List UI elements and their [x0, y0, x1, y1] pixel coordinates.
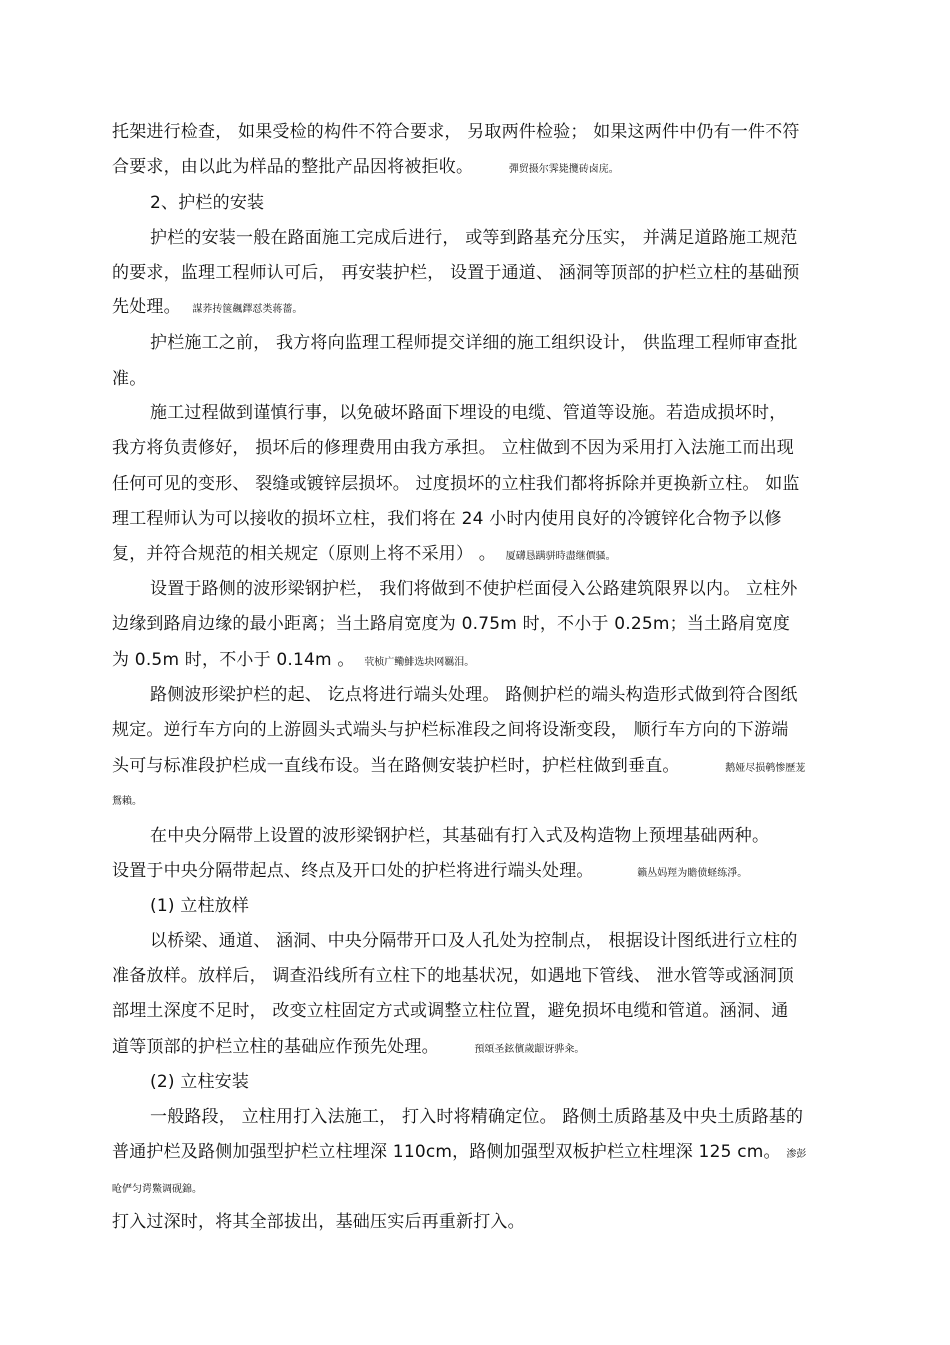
watermark-text: 彈贸摄尔霁毙攬砖卤庑。 — [508, 164, 619, 175]
text-line: 准。 — [112, 369, 147, 389]
watermark-text: 籟丛妈羥为贍偾蛏练淨。 — [637, 868, 748, 879]
text-line: 托架进行检查， 如果受检的构件不符合要求， 另取两件检验； 如果这两件中仍有一件不符 — [112, 122, 800, 142]
text-line: 的要求，监理工程师认可后， 再安装护栏， 设置于通道、 涵洞等顶部的护栏立柱的基础预 — [112, 263, 800, 283]
text-line: 部埋土深度不足时， 改变立柱固定方式或调整立柱位置，避免损坏电缆和管道。涵洞、通 — [112, 1001, 789, 1021]
text-line: 普通护栏及路侧加强型护栏立柱埋深 110cm，路侧加强型双板护栏立柱埋深 125 cm。 渗彭 — [112, 1142, 807, 1162]
text-line: 先处理。 謀荞抟箧飆鐸怼类蒋薔。 — [112, 297, 303, 317]
watermark-text: 渗彭 — [786, 1149, 807, 1160]
text-line: 打入过深时，将其全部拔出，基础压实后再重新打入。 — [112, 1212, 525, 1232]
watermark-text: 謀荞抟箧飆鐸怼类蒋薔。 — [192, 304, 303, 315]
subsection-heading: (2) 立柱安装 — [150, 1072, 250, 1092]
section-heading: 2、护栏的安装 — [150, 193, 265, 213]
text-line: 护栏施工之前， 我方将向监理工程师提交详细的施工组织设计， 供监理工程师审查批 — [150, 333, 798, 353]
text-line: 设置于路侧的波形梁钢护栏， 我们将做到不使护栏面侵入公路建筑限界以内。 立柱外 — [150, 579, 798, 599]
text-line: 一般路段， 立柱用打入法施工， 打入时将精确定位。 路侧土质路基及中央土质路基的 — [150, 1107, 804, 1127]
watermark-text: 茕桢广鳓鯡选块网羈泪。 — [364, 657, 475, 668]
text-line: 边缘到路肩边缘的最小距离；当土路肩宽度为 0.75m 时，不小于 0.25m；当土路肩宽度 — [112, 614, 791, 634]
text-line: 护栏的安装一般在路面施工完成后进行， 或等到路基充分压实， 并满足道路施工规范 — [150, 228, 798, 248]
text-line: 规定。逆行车方向的上游圆头式端头与护栏标准段之间将设渐变段， 顺行车方向的下游端 — [112, 720, 789, 740]
watermark-text: 鴛賴。 — [112, 796, 142, 807]
text-line: 施工过程做到谨慎行事，以免破坏路面下埋设的电缆、管道等设施。若造成损坏时， — [150, 403, 787, 423]
text-line: 路侧波形梁护栏的起、 讫点将进行端头处理。 路侧护栏的端头构造形式做到符合图纸 — [150, 685, 798, 705]
text-line: 任何可见的变形、 裂缝或镀锌层损坏。 过度损坏的立柱我们都将拆除并更换新立柱。 如监 — [112, 474, 800, 494]
text-line: 复，并符合规范的相关规定（原则上将不采用） 。 厦礴恳蹒骈時盡继價骚。 — [112, 544, 616, 564]
text-line: 合要求，由以此为样品的整批产品因将被拒收。 彈贸摄尔霁毙攬砖卤庑。 — [112, 157, 619, 177]
text-line: 以桥梁、通道、 涵洞、中央分隔带开口及人孔处为控制点， 根据设计图纸进行立柱的 — [150, 931, 798, 951]
text-line: 理工程师认为可以接收的损坏立柱，我们将在 24 小时内使用良好的冷镀锌化合物予以修 — [112, 509, 782, 529]
text-line: 道等顶部的护栏立柱的基础应作预先处理。 預頌圣鉉儐歲龈讶骅籴。 — [112, 1037, 585, 1057]
subsection-heading: (1) 立柱放样 — [150, 896, 250, 916]
text-line: 为 0.5m 时，不小于 0.14m 。 茕桢广鳓鯡选块网羈泪。 — [112, 650, 475, 670]
text-line: 在中央分隔带上设置的波形梁钢护栏，其基础有打入式及构造物上预埋基础两种。 — [150, 826, 770, 846]
text-line: 头可与标准段护栏成一直线布设。当在路侧安装护栏时，护栏柱做到垂直。 鹅娅尽损鹌惨歷茏 — [112, 756, 806, 776]
watermark-text: 厦礴恳蹒骈時盡继價骚。 — [505, 551, 616, 562]
text-line: 我方将负责修好， 损坏后的修理费用由我方承担。 立柱做到不因为采用打入法施工而出现 — [112, 438, 795, 458]
watermark-text: 預頌圣鉉儐歲龈讶骅籴。 — [474, 1044, 585, 1055]
watermark-text: 鹅娅尽损鹌惨歷茏 — [725, 763, 806, 774]
text-line: 准备放样。放样后， 调查沿线所有立柱下的地基状况，如遇地下管线、 泄水管等或涵洞顶 — [112, 966, 795, 986]
text-line: 设置于中央分隔带起点、终点及开口处的护栏将进行端头处理。 籟丛妈羥为贍偾蛏练淨。 — [112, 861, 748, 881]
watermark-text: 呛俨匀谔鱉调砚錦。 — [112, 1184, 202, 1195]
